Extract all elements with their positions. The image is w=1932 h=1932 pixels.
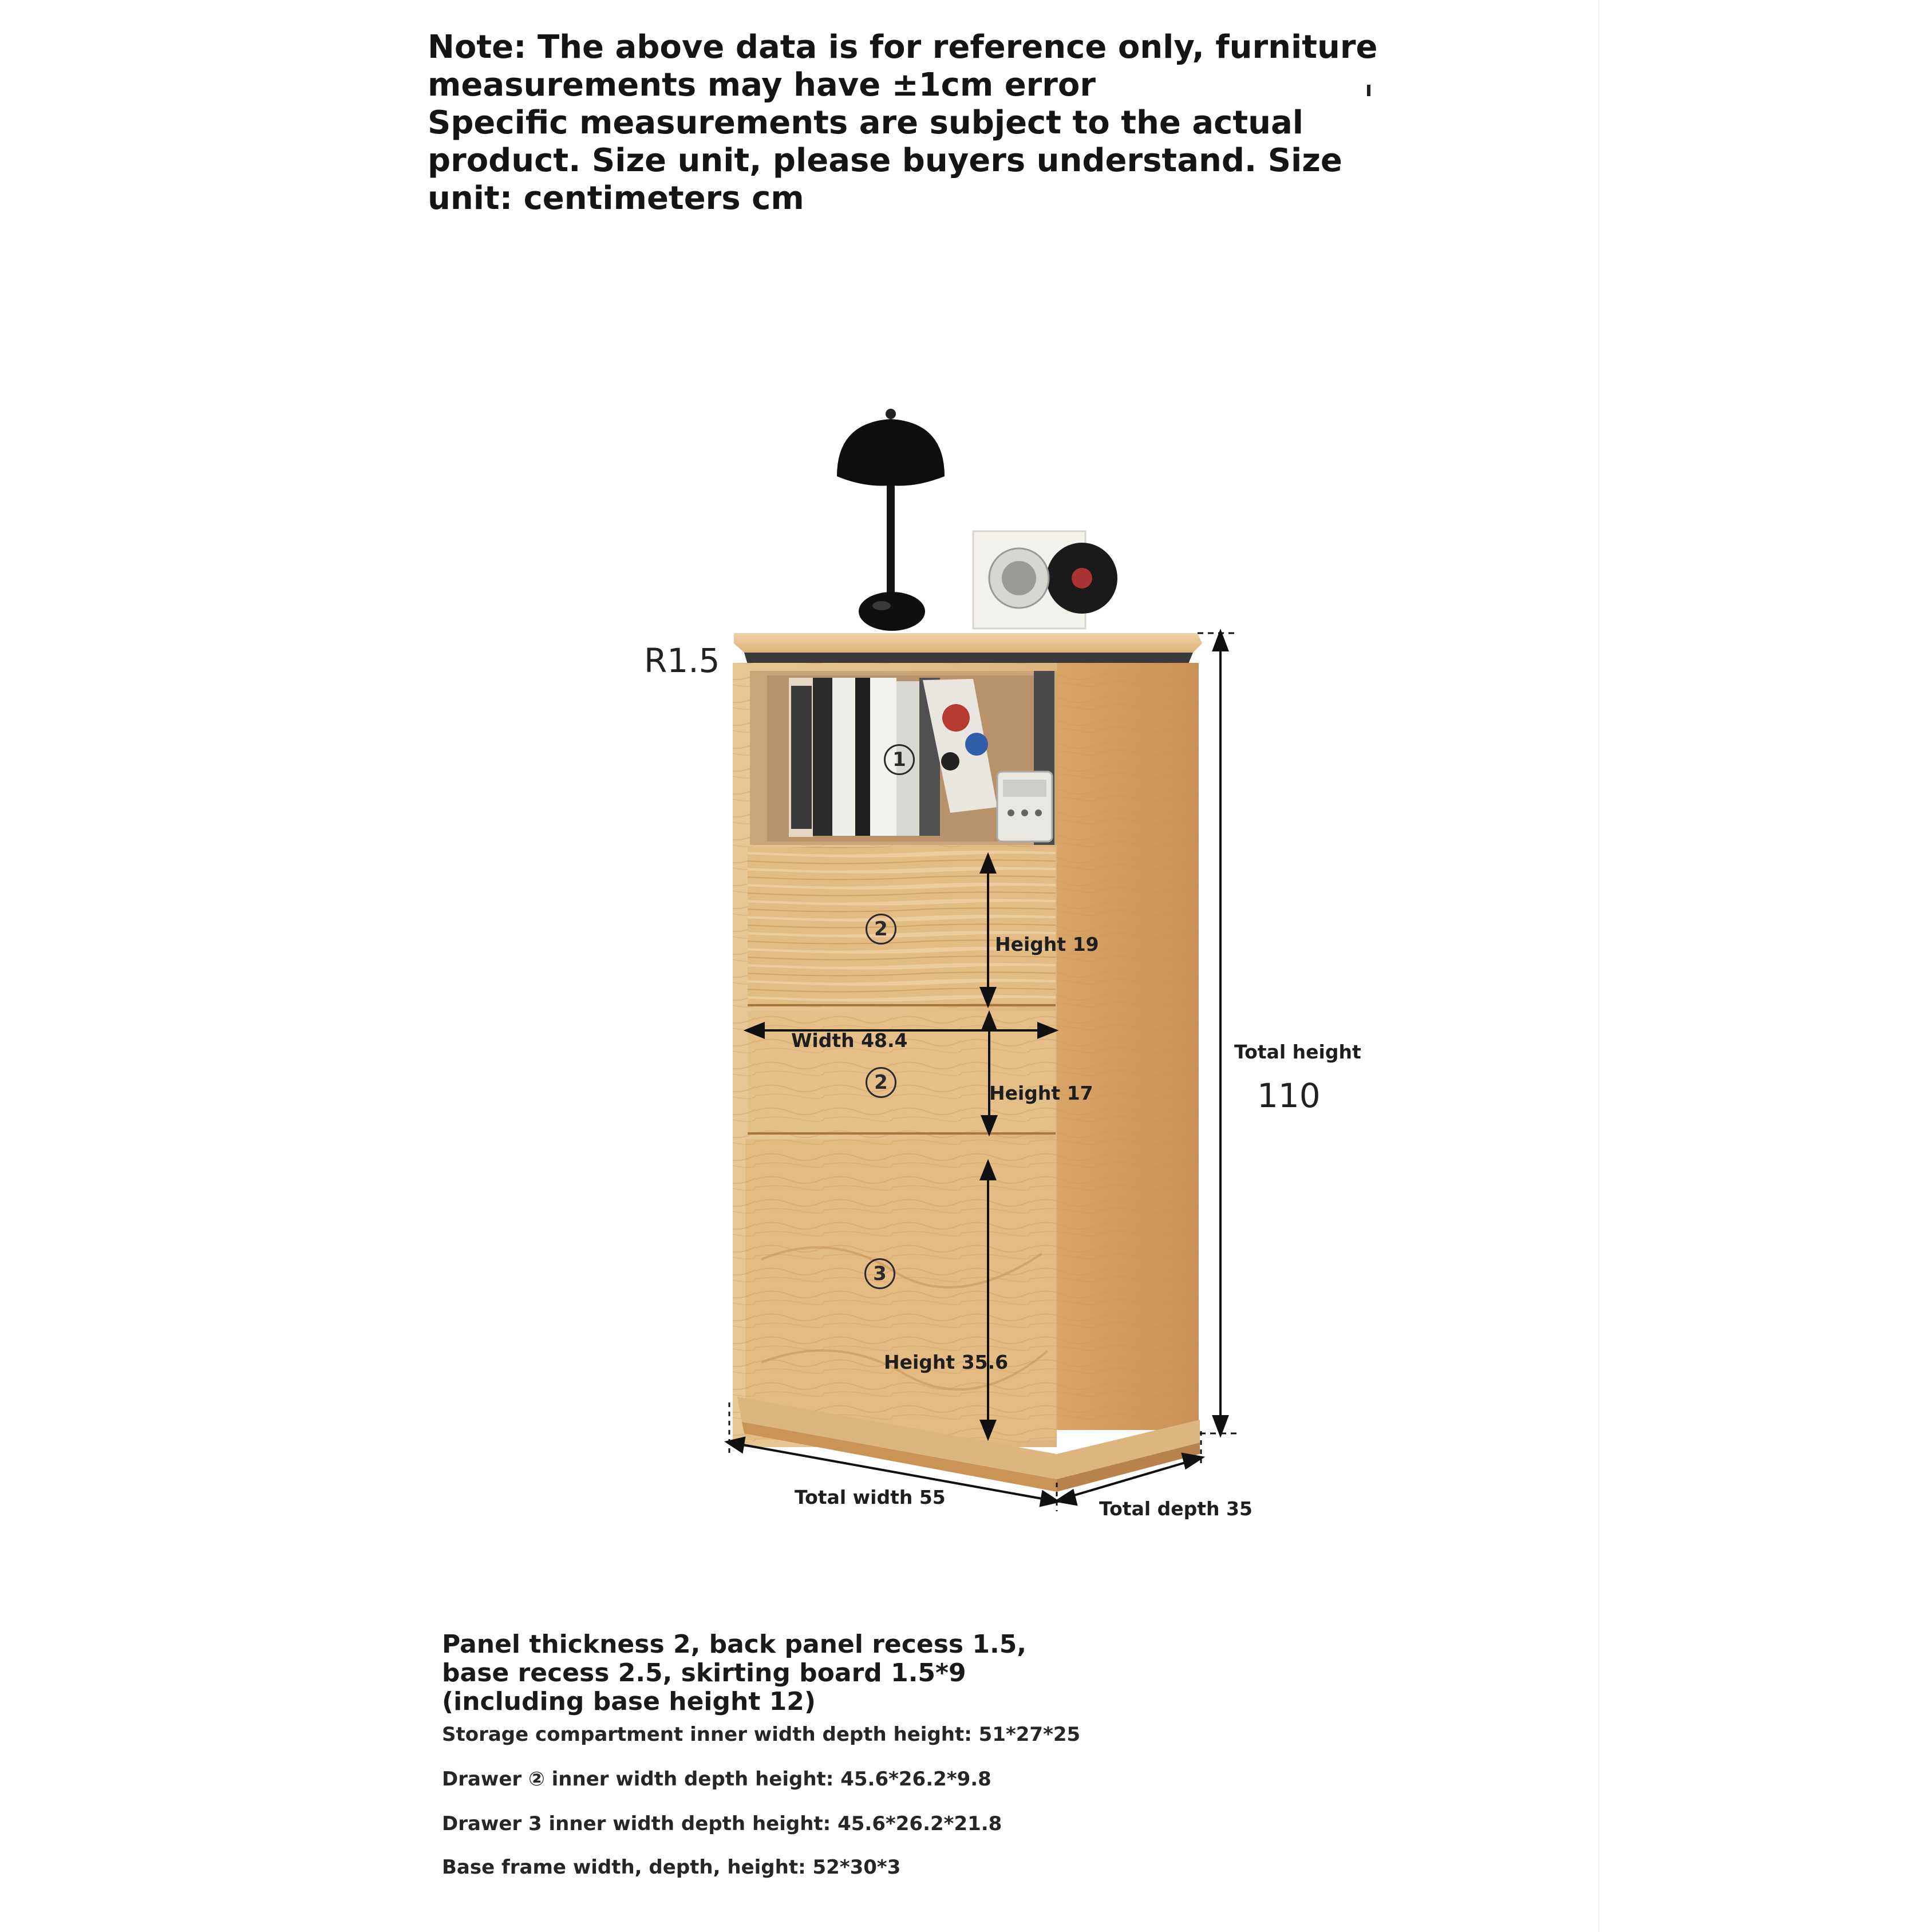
specification-block xyxy=(442,1630,1301,1879)
spec-detail-line: Drawer ② inner width depth height: 45.6*26.2*9.8 xyxy=(442,1768,991,1791)
drawer-a-height-label: Height 19 xyxy=(995,933,1099,955)
spec-detail-line: Base frame width, depth, height: 52*30*3 xyxy=(442,1856,901,1879)
total-height-label: Total height xyxy=(1234,1041,1361,1063)
note-line: product. Size unit, please buyers understand. Size xyxy=(428,142,1342,179)
note-line: unit: centimeters cm xyxy=(428,180,804,217)
spec-main-line: base recess 2.5, skirting board 1.5*9 xyxy=(442,1658,966,1688)
total-depth-label: Total depth 35 xyxy=(1099,1498,1253,1520)
spec-main-line: Panel thickness 2, back panel recess 1.5, xyxy=(442,1630,1027,1659)
radius-label: R1.5 xyxy=(644,641,720,680)
note-line: Specific measurements are subject to the actual xyxy=(428,104,1303,141)
marker-drawer-c: 3 xyxy=(864,1258,895,1289)
table-lamp xyxy=(837,409,945,631)
drawer-b-height-label: Height 17 xyxy=(989,1082,1093,1104)
drawer-c-height-label: Height 35.6 xyxy=(884,1351,1009,1373)
spec-detail-line: Drawer 3 inner width depth height: 45.6*26.2*21.8 xyxy=(442,1812,1002,1835)
note-line: Note: The above data is for reference only, furniture xyxy=(428,29,1378,66)
note-line: measurements may have ±1cm error xyxy=(428,66,1096,104)
spec-detail-line: Storage compartment inner width depth height: 51*27*25 xyxy=(442,1723,1081,1746)
total-width-label: Total width 55 xyxy=(795,1486,946,1508)
marker-drawer-a: 2 xyxy=(866,914,896,945)
drawer-a-front xyxy=(748,847,1056,1005)
spec-main-line: (including base height 12) xyxy=(442,1687,816,1716)
record-player xyxy=(973,531,1117,629)
marker-compartment: 1 xyxy=(884,744,915,775)
total-height-value: 110 xyxy=(1257,1076,1321,1115)
inner-width-label: Width 48.4 xyxy=(791,1029,908,1052)
marker-drawer-b: 2 xyxy=(866,1067,896,1098)
